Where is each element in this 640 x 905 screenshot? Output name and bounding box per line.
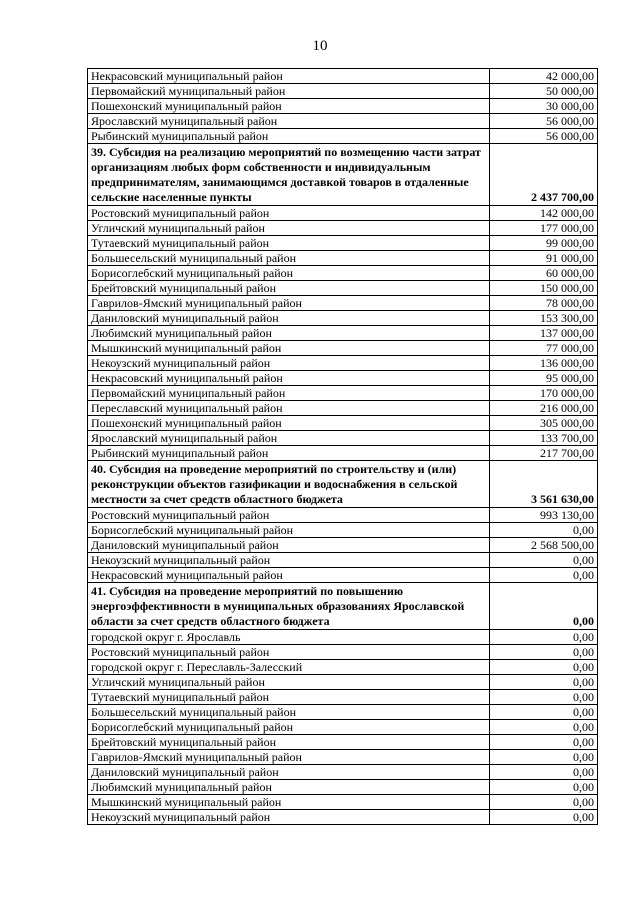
- table-row: [88, 810, 598, 825]
- table-row: [88, 795, 598, 810]
- municipality-name: Некрасовский муниципальный район: [88, 568, 490, 583]
- amount-cell: 0,00: [490, 735, 598, 750]
- municipality-name: Большесельский муниципальный район: [88, 251, 490, 266]
- municipality-name: Некрасовский муниципальный район: [88, 371, 490, 386]
- municipality-name: Рыбинский муниципальный район: [88, 129, 490, 144]
- table-row: [88, 114, 598, 129]
- subsidy-title: 41. Субсидия на проведение мероприятий по повышению энергоэффективности в муниципальных образованиях Ярославской области за счет средств областного бюджета: [88, 583, 490, 630]
- municipality-name: городской округ г. Ярославль: [88, 630, 490, 645]
- table-row: [88, 446, 598, 461]
- amount-cell: 0,00: [490, 690, 598, 705]
- table-row: [88, 705, 598, 720]
- page-number: 10: [312, 38, 328, 54]
- table-row: [88, 386, 598, 401]
- table-row: [88, 99, 598, 114]
- table-row: [88, 508, 598, 523]
- municipality-name: Переславский муниципальный район: [88, 401, 490, 416]
- table-row: [88, 765, 598, 780]
- amount-cell: 50 000,00: [490, 84, 598, 99]
- municipality-name: Первомайский муниципальный район: [88, 84, 490, 99]
- table-row: [88, 129, 598, 144]
- amount-cell: 0,00: [490, 720, 598, 735]
- table-row: [88, 341, 598, 356]
- amount-cell: 56 000,00: [490, 129, 598, 144]
- amount-cell: 0,00: [490, 630, 598, 645]
- municipality-name: Ярославский муниципальный район: [88, 114, 490, 129]
- amount-cell: 150 000,00: [490, 281, 598, 296]
- table-row: [88, 311, 598, 326]
- subsidy-total: 3 561 630,00: [490, 461, 598, 508]
- municipality-name: городской округ г. Переславль-Залесский: [88, 660, 490, 675]
- amount-cell: 0,00: [490, 568, 598, 583]
- amount-cell: 0,00: [490, 660, 598, 675]
- amount-cell: 133 700,00: [490, 431, 598, 446]
- municipality-name: Некоузский муниципальный район: [88, 356, 490, 371]
- subsidy-title: 39. Субсидия на реализацию мероприятий по возмещению части затрат организациям любых форм собственности и индивидуальным предпринимателям, занимающимся доставкой товаров в отдаленные сельские населенные пункты: [88, 144, 490, 206]
- municipality-name: Некоузский муниципальный район: [88, 810, 490, 825]
- municipality-name: Ростовский муниципальный район: [88, 645, 490, 660]
- subsidy-section-header: [88, 461, 598, 508]
- amount-cell: 0,00: [490, 810, 598, 825]
- municipality-name: Мышкинский муниципальный район: [88, 795, 490, 810]
- table-row: [88, 690, 598, 705]
- table-row: [88, 206, 598, 221]
- municipality-name: Рыбинский муниципальный район: [88, 446, 490, 461]
- table-row: [88, 720, 598, 735]
- municipality-name: Любимский муниципальный район: [88, 326, 490, 341]
- amount-cell: 216 000,00: [490, 401, 598, 416]
- subsidy-title: 40. Субсидия на проведение мероприятий по строительству и (или) реконструкции объектов газификации и водоснабжения в сельской местности за счет средств областного бюджета: [88, 461, 490, 508]
- subsidy-total: 0,00: [490, 583, 598, 630]
- municipality-name: Тутаевский муниципальный район: [88, 690, 490, 705]
- municipality-name: Мышкинский муниципальный район: [88, 341, 490, 356]
- table-row: [88, 221, 598, 236]
- amount-cell: 142 000,00: [490, 206, 598, 221]
- municipality-name: Угличский муниципальный район: [88, 675, 490, 690]
- table-row: [88, 326, 598, 341]
- municipality-name: Пошехонский муниципальный район: [88, 416, 490, 431]
- municipality-name: Борисоглебский муниципальный район: [88, 720, 490, 735]
- amount-cell: 91 000,00: [490, 251, 598, 266]
- municipality-name: Ростовский муниципальный район: [88, 206, 490, 221]
- subsidy-table: [87, 68, 598, 825]
- municipality-name: Ростовский муниципальный район: [88, 508, 490, 523]
- table-row: [88, 431, 598, 446]
- municipality-name: Гаврилов-Ямский муниципальный район: [88, 750, 490, 765]
- amount-cell: 305 000,00: [490, 416, 598, 431]
- amount-cell: 0,00: [490, 750, 598, 765]
- amount-cell: 0,00: [490, 553, 598, 568]
- table-row: [88, 69, 598, 84]
- amount-cell: 99 000,00: [490, 236, 598, 251]
- municipality-name: Любимский муниципальный район: [88, 780, 490, 795]
- table-row: [88, 281, 598, 296]
- amount-cell: 0,00: [490, 765, 598, 780]
- municipality-name: Брейтовский муниципальный район: [88, 735, 490, 750]
- table-row: [88, 750, 598, 765]
- amount-cell: 170 000,00: [490, 386, 598, 401]
- amount-cell: 0,00: [490, 705, 598, 720]
- table-row: [88, 735, 598, 750]
- subsidy-total: 2 437 700,00: [490, 144, 598, 206]
- amount-cell: 136 000,00: [490, 356, 598, 371]
- municipality-name: Первомайский муниципальный район: [88, 386, 490, 401]
- amount-cell: 993 130,00: [490, 508, 598, 523]
- amount-cell: 60 000,00: [490, 266, 598, 281]
- table-row: [88, 660, 598, 675]
- municipality-name: Тутаевский муниципальный район: [88, 236, 490, 251]
- table-row: [88, 296, 598, 311]
- amount-cell: 78 000,00: [490, 296, 598, 311]
- amount-cell: 77 000,00: [490, 341, 598, 356]
- municipality-name: Ярославский муниципальный район: [88, 431, 490, 446]
- municipality-name: Даниловский муниципальный район: [88, 311, 490, 326]
- subsidy-table-body: [88, 69, 598, 825]
- table-row: [88, 630, 598, 645]
- amount-cell: 56 000,00: [490, 114, 598, 129]
- amount-cell: 30 000,00: [490, 99, 598, 114]
- table-row: [88, 416, 598, 431]
- municipality-name: Пошехонский муниципальный район: [88, 99, 490, 114]
- municipality-name: Некрасовский муниципальный район: [88, 69, 490, 84]
- amount-cell: 42 000,00: [490, 69, 598, 84]
- amount-cell: 0,00: [490, 795, 598, 810]
- subsidy-section-header: [88, 144, 598, 206]
- municipality-name: Некоузский муниципальный район: [88, 553, 490, 568]
- municipality-name: Большесельский муниципальный район: [88, 705, 490, 720]
- table-row: [88, 645, 598, 660]
- municipality-name: Борисоглебский муниципальный район: [88, 523, 490, 538]
- table-row: [88, 553, 598, 568]
- table-row: [88, 236, 598, 251]
- amount-cell: 153 300,00: [490, 311, 598, 326]
- amount-cell: 0,00: [490, 645, 598, 660]
- amount-cell: 2 568 500,00: [490, 538, 598, 553]
- table-row: [88, 356, 598, 371]
- amount-cell: 95 000,00: [490, 371, 598, 386]
- amount-cell: 0,00: [490, 780, 598, 795]
- municipality-name: Брейтовский муниципальный район: [88, 281, 490, 296]
- table-row: [88, 401, 598, 416]
- amount-cell: 217 700,00: [490, 446, 598, 461]
- municipality-name: Даниловский муниципальный район: [88, 538, 490, 553]
- table-row: [88, 266, 598, 281]
- municipality-name: Борисоглебский муниципальный район: [88, 266, 490, 281]
- municipality-name: Даниловский муниципальный район: [88, 765, 490, 780]
- table-row: [88, 780, 598, 795]
- table-row: [88, 568, 598, 583]
- amount-cell: 177 000,00: [490, 221, 598, 236]
- table-row: [88, 251, 598, 266]
- amount-cell: 137 000,00: [490, 326, 598, 341]
- amount-cell: 0,00: [490, 675, 598, 690]
- table-row: [88, 538, 598, 553]
- table-row: [88, 523, 598, 538]
- subsidy-section-header: [88, 583, 598, 630]
- table-row: [88, 371, 598, 386]
- municipality-name: Угличский муниципальный район: [88, 221, 490, 236]
- amount-cell: 0,00: [490, 523, 598, 538]
- table-row: [88, 675, 598, 690]
- municipality-name: Гаврилов-Ямский муниципальный район: [88, 296, 490, 311]
- table-row: [88, 84, 598, 99]
